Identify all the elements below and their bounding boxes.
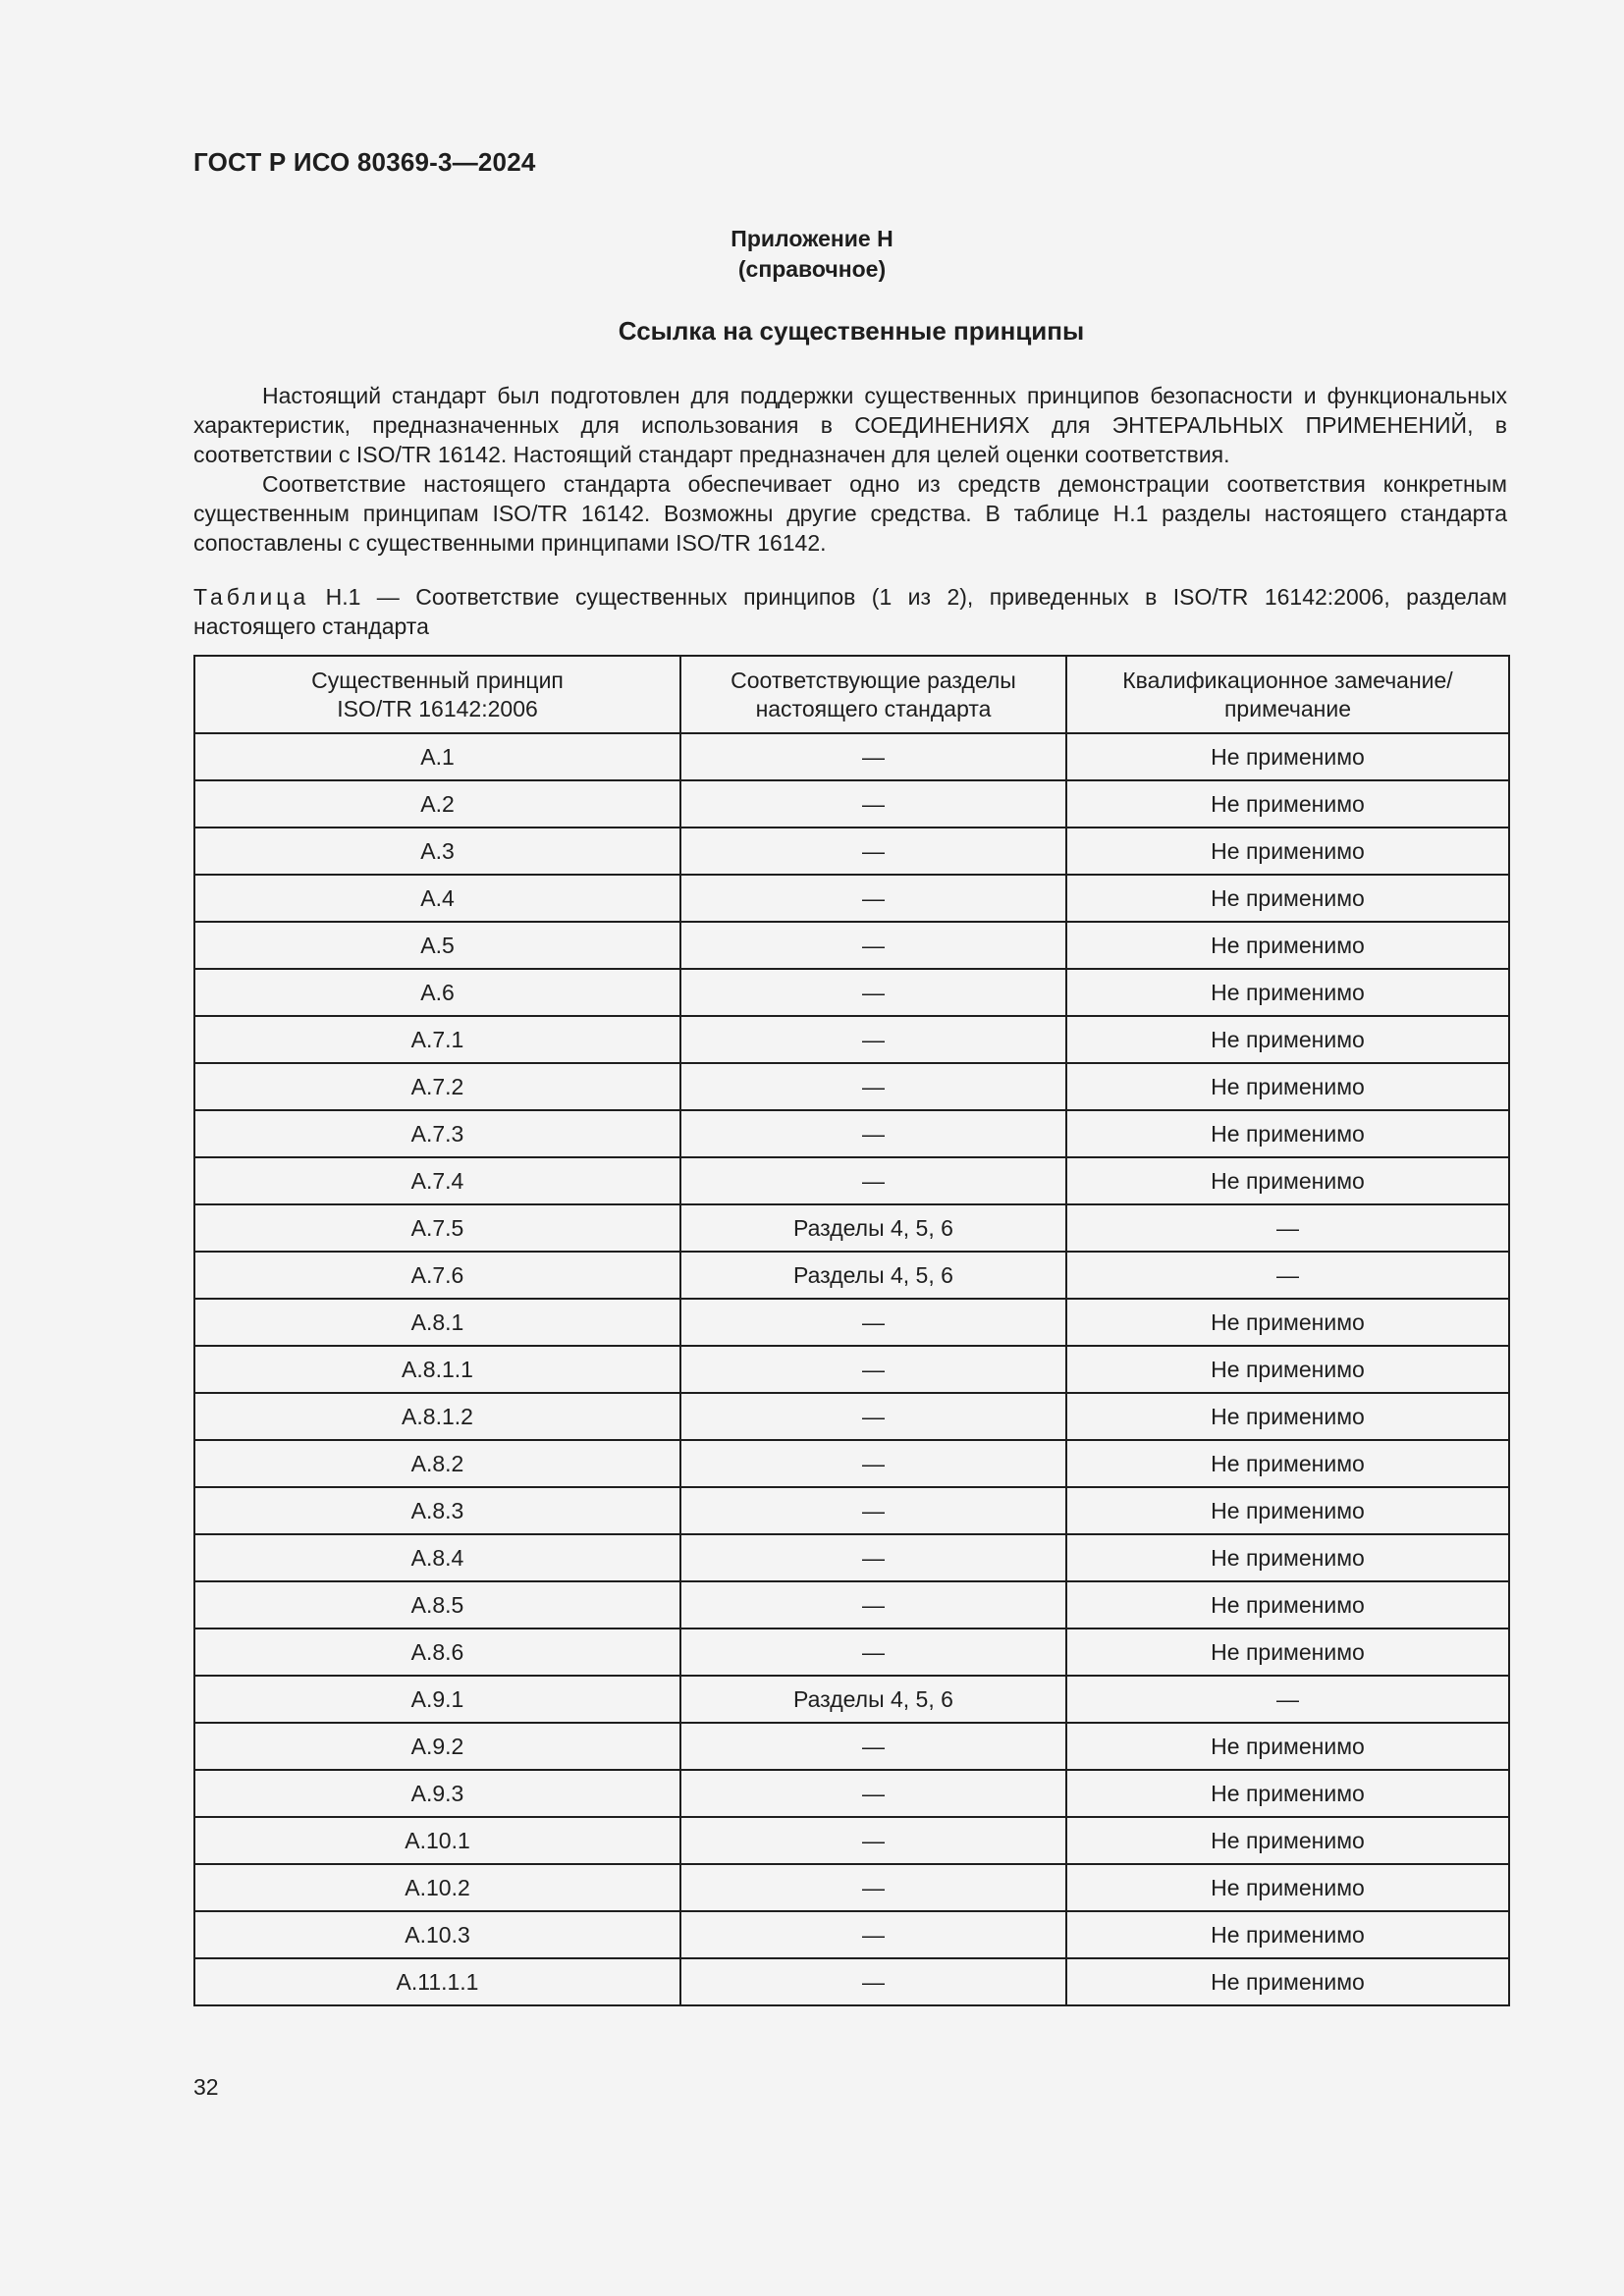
table-row xyxy=(194,1676,1509,1723)
table-row xyxy=(194,922,1509,969)
cell-principle: A.6 xyxy=(194,969,680,1016)
cell-sections: — xyxy=(680,780,1066,828)
header-sections xyxy=(680,656,1066,733)
header-principle-line1: Существенный принцип xyxy=(311,667,564,693)
cell-remark: Не применимо xyxy=(1066,1629,1509,1676)
header-remark-line2: примечание xyxy=(1223,695,1352,721)
table-header-row xyxy=(194,656,1509,733)
cell-remark: Не применимо xyxy=(1066,1581,1509,1629)
cell-sections: — xyxy=(680,1016,1066,1063)
table-row xyxy=(194,1440,1509,1487)
cell-sections: — xyxy=(680,1110,1066,1157)
table-row xyxy=(194,733,1509,780)
cell-principle: A.8.2 xyxy=(194,1440,680,1487)
cell-remark: Не применимо xyxy=(1066,1393,1509,1440)
cell-sections: — xyxy=(680,1958,1066,2005)
cell-remark: Не применимо xyxy=(1066,1157,1509,1204)
header-sections-line2: настоящего стандарта xyxy=(755,695,992,721)
table-row xyxy=(194,1346,1509,1393)
cell-remark: Не применимо xyxy=(1066,828,1509,875)
cell-remark: Не применимо xyxy=(1066,1958,1509,2005)
cell-sections: — xyxy=(680,1770,1066,1817)
table-row xyxy=(194,875,1509,922)
table-row xyxy=(194,1629,1509,1676)
cell-remark: Не применимо xyxy=(1066,1016,1509,1063)
cell-remark: — xyxy=(1066,1252,1509,1299)
cell-principle: A.8.1.2 xyxy=(194,1393,680,1440)
cell-sections: Разделы 4, 5, 6 xyxy=(680,1676,1066,1723)
cell-remark: Не применимо xyxy=(1066,969,1509,1016)
cell-remark: Не применимо xyxy=(1066,733,1509,780)
cell-remark: Не применимо xyxy=(1066,1299,1509,1346)
cell-sections: — xyxy=(680,1157,1066,1204)
cell-principle: A.10.1 xyxy=(194,1817,680,1864)
cell-principle: A.7.2 xyxy=(194,1063,680,1110)
cell-principle: A.11.1.1 xyxy=(194,1958,680,2005)
cell-principle: A.4 xyxy=(194,875,680,922)
cell-remark: Не применимо xyxy=(1066,1534,1509,1581)
cell-principle: A.7.5 xyxy=(194,1204,680,1252)
cell-sections: — xyxy=(680,1864,1066,1911)
table-row xyxy=(194,1817,1509,1864)
cell-remark: — xyxy=(1066,1204,1509,1252)
cell-principle: A.10.2 xyxy=(194,1864,680,1911)
cell-sections: — xyxy=(680,733,1066,780)
cell-remark: Не применимо xyxy=(1066,1487,1509,1534)
cell-remark: Не применимо xyxy=(1066,780,1509,828)
table-row xyxy=(194,780,1509,828)
table-row xyxy=(194,1581,1509,1629)
table-row xyxy=(194,1534,1509,1581)
cell-remark: Не применимо xyxy=(1066,1911,1509,1958)
cell-sections: — xyxy=(680,828,1066,875)
table-row xyxy=(194,828,1509,875)
annex-label: Приложение Н xyxy=(731,226,893,251)
cell-principle: A.8.1 xyxy=(194,1299,680,1346)
table-row xyxy=(194,1063,1509,1110)
cell-principle: A.7.1 xyxy=(194,1016,680,1063)
cell-sections: — xyxy=(680,1581,1066,1629)
cell-principle: A.7.6 xyxy=(194,1252,680,1299)
cell-remark: Не применимо xyxy=(1066,1770,1509,1817)
table-row xyxy=(194,1911,1509,1958)
cell-sections: — xyxy=(680,922,1066,969)
annex-type: (справочное) xyxy=(737,256,887,282)
header-remark xyxy=(1066,656,1509,733)
cell-sections: — xyxy=(680,1063,1066,1110)
cell-remark: Не применимо xyxy=(1066,875,1509,922)
table-row xyxy=(194,1204,1509,1252)
cell-principle: A.8.5 xyxy=(194,1581,680,1629)
header-principle xyxy=(194,656,680,733)
cell-remark: Не применимо xyxy=(1066,1864,1509,1911)
cell-sections: — xyxy=(680,969,1066,1016)
header-remark-line1: Квалификационное замечание/ xyxy=(1122,667,1453,693)
table-row xyxy=(194,969,1509,1016)
table-body xyxy=(194,733,1509,2005)
cell-sections: — xyxy=(680,1346,1066,1393)
cell-remark: Не применимо xyxy=(1066,1063,1509,1110)
cell-principle: A.8.1.1 xyxy=(194,1346,680,1393)
cell-principle: A.2 xyxy=(194,780,680,828)
cell-sections: — xyxy=(680,1534,1066,1581)
table-row xyxy=(194,1958,1509,2005)
table-row xyxy=(194,1770,1509,1817)
cell-principle: A.9.2 xyxy=(194,1723,680,1770)
cell-sections: — xyxy=(680,1440,1066,1487)
cell-principle: A.3 xyxy=(194,828,680,875)
cell-remark: Не применимо xyxy=(1066,1817,1509,1864)
annex-title xyxy=(0,224,1624,285)
table-row xyxy=(194,1110,1509,1157)
cell-principle: A.5 xyxy=(194,922,680,969)
cell-sections: — xyxy=(680,1487,1066,1534)
cell-principle: A.8.4 xyxy=(194,1534,680,1581)
table-row xyxy=(194,1252,1509,1299)
cell-sections: — xyxy=(680,875,1066,922)
cell-principle: A.10.3 xyxy=(194,1911,680,1958)
table-caption-text: Н.1 — Соответствие существенных принципов (1 из 2), приведенных в ISO/TR 16142:2006, разделам настоящего стандарта xyxy=(193,584,1507,639)
table-caption-prefix: Таблица xyxy=(193,584,310,610)
cell-remark: Не применимо xyxy=(1066,1440,1509,1487)
cell-remark: Не применимо xyxy=(1066,1110,1509,1157)
page-number: 32 xyxy=(193,2074,219,2100)
table-row xyxy=(194,1723,1509,1770)
cell-principle: A.1 xyxy=(194,733,680,780)
document-id: ГОСТ Р ИСО 80369-3—2024 xyxy=(193,147,536,177)
table-row xyxy=(194,1016,1509,1063)
cell-sections: — xyxy=(680,1911,1066,1958)
cell-principle: A.9.3 xyxy=(194,1770,680,1817)
cell-sections: — xyxy=(680,1817,1066,1864)
cell-principle: A.7.3 xyxy=(194,1110,680,1157)
paragraph-conformity: Соответствие настоящего стандарта обеспечивает одно из средств демонстрации соответствия конкретным существенным принципам ISO/TR 16142. Возможны другие средства. В таблице Н.1 разделы настоящего стандарта сопоставлены с существенными принципами ISO/TR 16142. xyxy=(193,471,1507,556)
cell-sections: — xyxy=(680,1723,1066,1770)
cell-sections: — xyxy=(680,1629,1066,1676)
table-row xyxy=(194,1864,1509,1911)
table-caption xyxy=(193,582,1507,641)
cell-sections: Разделы 4, 5, 6 xyxy=(680,1204,1066,1252)
cell-remark: Не применимо xyxy=(1066,1346,1509,1393)
cell-principle: A.7.4 xyxy=(194,1157,680,1204)
cell-sections: — xyxy=(680,1393,1066,1440)
cell-sections: — xyxy=(680,1299,1066,1346)
cell-remark: Не применимо xyxy=(1066,1723,1509,1770)
table-row xyxy=(194,1487,1509,1534)
annex-heading: Ссылка на существенные принципы xyxy=(618,316,1085,346)
paragraph-purpose: Настоящий стандарт был подготовлен для поддержки существенных принципов безопасности и функциональных характеристик, предназначенных для использования в СОЕДИНЕНИЯХ для ЭНТЕРАЛЬНЫХ ПРИМЕНЕНИЙ, в соответствии с ISO/TR 16142. Настоящий стандарт предназначен для целей оценки соответствия. xyxy=(193,383,1507,467)
cell-remark: Не применимо xyxy=(1066,922,1509,969)
table-row xyxy=(194,1157,1509,1204)
cell-remark: — xyxy=(1066,1676,1509,1723)
cell-principle: A.8.3 xyxy=(194,1487,680,1534)
table-row xyxy=(194,1393,1509,1440)
header-principle-line2: ISO/TR 16142:2006 xyxy=(337,695,538,721)
cell-sections: Разделы 4, 5, 6 xyxy=(680,1252,1066,1299)
header-sections-line1: Соответствующие разделы xyxy=(731,667,1016,693)
principles-table xyxy=(193,655,1510,2006)
cell-principle: A.9.1 xyxy=(194,1676,680,1723)
table-row xyxy=(194,1299,1509,1346)
cell-principle: A.8.6 xyxy=(194,1629,680,1676)
